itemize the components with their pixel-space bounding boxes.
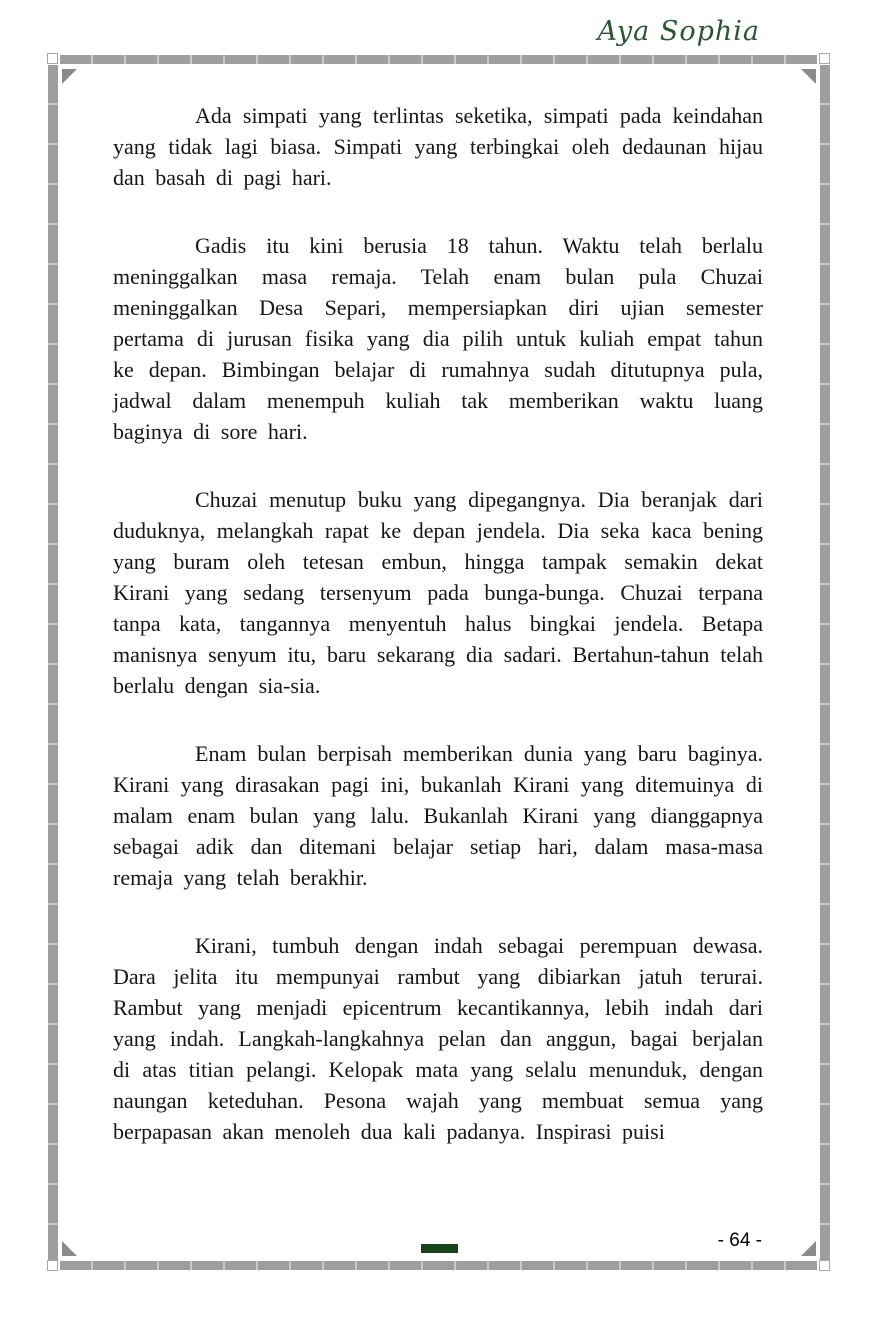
page-number: - 64 - bbox=[717, 1230, 762, 1251]
frame-top-bar bbox=[60, 55, 817, 64]
paragraph: Gadis itu kini berusia 18 tahun. Waktu telah berlalu meninggalkan masa remaja. Telah enam bulan pula Chuzai meninggalkan Desa Separi, mempersiapkan diri ujian semester pertama di jurusan fisika yang dia pilih untuk kuliah empat tahun ke depan. Bimbingan belajar di rumahnya sudah ditutupnya pula, jadwal dalam menempuh kuliah tak memberikan waktu luang baginya di sore hari. bbox=[113, 233, 763, 444]
paragraph: Chuzai menutup buku yang dipegangnya. Dia beranjak dari duduknya, melangkah rapat ke depan jendela. Dia seka kaca bening yang buram oleh tetesan embun, hingga tampak semakin dekat Kirani yang sedang tersenyum pada bunga-bunga. Chuzai terpana tanpa kata, tangannya menyentuh halus bingkai jendela. Betapa manisnya senyum itu, baru sekarang dia sadari. Bertahun-tahun telah berlalu dengan sia-sia. bbox=[113, 487, 763, 698]
page-body bbox=[113, 100, 763, 1184]
footer-ornament bbox=[421, 1244, 458, 1253]
frame-corner-triangle-top-right-icon bbox=[801, 69, 816, 84]
frame-corner-triangle-bottom-left-icon bbox=[62, 1241, 77, 1256]
frame-corner-triangle-bottom-right-icon bbox=[801, 1241, 816, 1256]
frame-corner-square-bottom-left bbox=[47, 1260, 58, 1271]
frame-corner-triangle-top-left-icon bbox=[62, 69, 77, 84]
frame-corner-square-top-left bbox=[47, 53, 58, 64]
page-header-title: Aya Sophia bbox=[597, 16, 760, 47]
paragraph: Ada simpati yang terlintas seketika, simpati pada keindahan yang tidak lagi biasa. Simpati yang terbingkai oleh dedaunan hijau dan basah di pagi hari. bbox=[113, 103, 763, 190]
paragraph: Enam bulan berpisah memberikan dunia yang baru baginya. Kirani yang dirasakan pagi ini, bukanlah Kirani yang ditemuinya di malam enam bulan yang lalu. Bukanlah Kirani yang dianggapnya sebagai adik dan ditemani belajar setiap hari, dalam masa-masa remaja yang telah berakhir. bbox=[113, 741, 763, 890]
frame-corner-square-top-right bbox=[819, 53, 830, 64]
frame-bottom-bar bbox=[60, 1261, 817, 1270]
paragraph: Kirani, tumbuh dengan indah sebagai perempuan dewasa. Dara jelita itu mempunyai rambut yang dibiarkan jatuh terurai. Rambut yang menjadi epicentrum kecantikannya, lebih indah dari yang indah. Langkah-langkahnya pelan dan anggun, bagai berjalan di atas titian pelangi. Kelopak mata yang selalu menunduk, dengan naungan keteduhan. Pesona wajah yang membuat semua yang berpapasan akan menoleh dua kali padanya. Inspirasi puisi bbox=[113, 933, 763, 1144]
frame-left-bar bbox=[48, 65, 58, 1260]
frame-right-bar bbox=[820, 65, 830, 1260]
frame-corner-square-bottom-right bbox=[819, 1260, 830, 1271]
